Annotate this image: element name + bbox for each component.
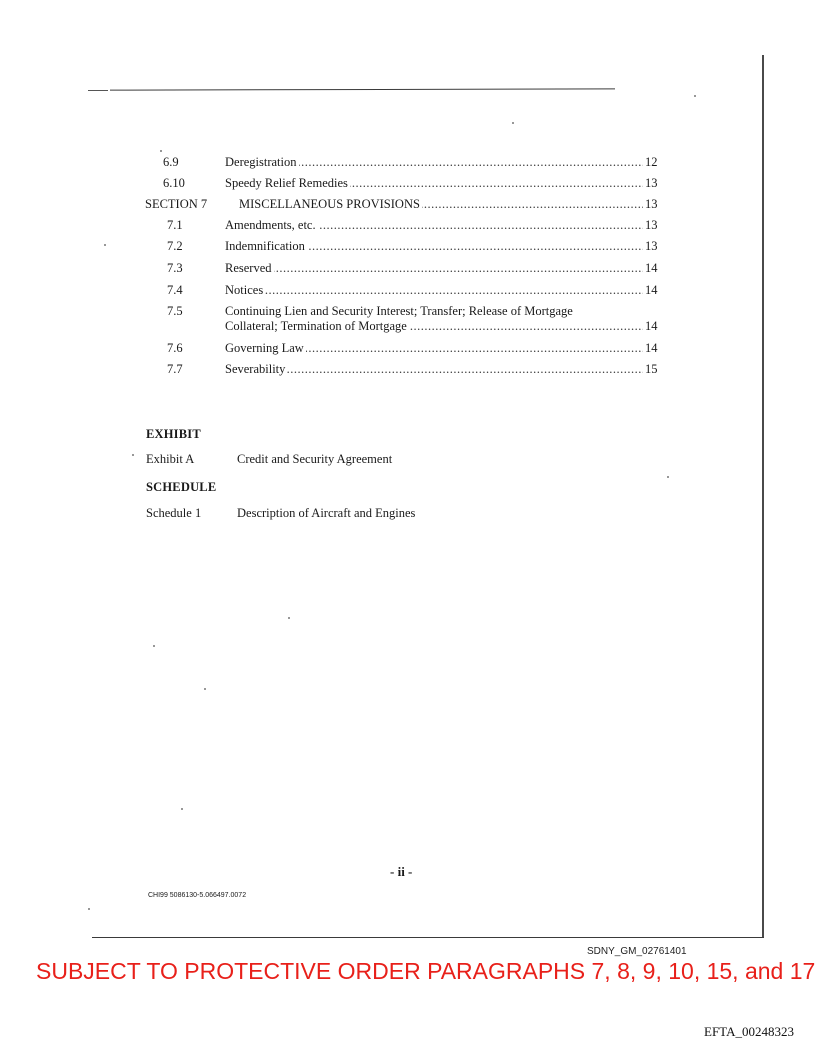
toc-entry-page: 13 (645, 176, 658, 190)
toc-entry-number: 7.1 (167, 218, 183, 232)
toc-entry-number: 7.4 (167, 283, 183, 297)
toc-entry-page: 13 (645, 218, 658, 232)
toc-entry-page: 13 (645, 197, 658, 211)
scan-speck (132, 454, 134, 456)
toc-entry-page: 13 (645, 239, 658, 253)
protective-order-notice: SUBJECT TO PROTECTIVE ORDER PARAGRAPHS 7, 8, 9, 10, 15, and 17 (36, 958, 816, 984)
toc-entry-title: Deregistration ..... (225, 155, 643, 169)
toc-entry-title-line1: Continuing Lien and Security Interest; Transfer; Release of Mortgage (225, 304, 573, 318)
exhibit-title: Credit and Security Agreement (237, 452, 393, 466)
toc-entry-page: 14 (645, 283, 658, 297)
toc-entry-number: 6.9 (163, 155, 179, 169)
scan-speck (512, 122, 514, 124)
exhibit-heading: EXHIBIT (146, 427, 201, 441)
toc-section-heading (145, 197, 663, 211)
scan-edge-line (110, 88, 615, 90)
toc-entry (167, 239, 663, 253)
toc-entry (167, 362, 663, 376)
toc-entry-page: 14 (645, 261, 658, 275)
schedule-label: Schedule 1 (146, 506, 202, 520)
toc-entry-page: 12 (645, 155, 658, 169)
toc-entry (167, 304, 663, 318)
efta-number: EFTA_00248323 (704, 1024, 794, 1039)
scan-speck (88, 908, 90, 910)
schedule-title: Description of Aircraft and Engines (237, 506, 416, 520)
scan-speck (288, 617, 290, 619)
toc-entry-page: 14 (645, 319, 658, 333)
scan-speck (104, 244, 106, 246)
exhibit-label: Exhibit A (146, 452, 195, 466)
toc-entry-title: Governing Law ..... (225, 341, 643, 355)
toc-entry-continuation (225, 319, 663, 333)
scan-edge-line (88, 90, 108, 91)
schedule-heading: SCHEDULE (146, 480, 217, 494)
toc-entry-page: 15 (645, 362, 658, 376)
section-label: SECTION 7 (145, 197, 208, 211)
scan-speck (153, 645, 155, 647)
scan-speck (694, 95, 696, 97)
toc-entry (163, 155, 663, 169)
scan-speck (160, 150, 162, 152)
toc-entry-page: 14 (645, 341, 658, 355)
page-number: - ii - (390, 864, 413, 879)
toc-entry-number: 6.10 (163, 176, 185, 190)
toc-entry-title: Notices ..... (225, 283, 643, 297)
toc-entry-number: 7.5 (167, 304, 183, 318)
toc-entry (167, 261, 663, 275)
scan-speck (204, 688, 206, 690)
bates-number: SDNY_GM_02761401 (587, 946, 687, 957)
toc-entry-title: Reserved ..... (225, 261, 643, 275)
toc-entry-number: 7.3 (167, 261, 183, 275)
scan-page-edge (762, 55, 764, 938)
toc-entry-number: 7.7 (167, 362, 183, 376)
scan-speck (667, 476, 669, 478)
scan-speck (181, 808, 183, 810)
scan-edge-line (92, 937, 764, 938)
toc-entry-title: Amendments, etc. ..... (225, 218, 643, 232)
toc-entry-title: Indemnification ..... (225, 239, 643, 253)
toc-entry (167, 341, 663, 355)
toc-entry (167, 283, 663, 297)
toc-entry (167, 218, 663, 232)
toc-entry-title: Severability ..... (225, 362, 643, 376)
toc-entry-title: Speedy Relief Remedies ..... (225, 176, 643, 190)
document-id: CHI99 5086130-5.066497.0072 (148, 892, 247, 899)
toc-entry-number: 7.2 (167, 239, 183, 253)
toc-entry (163, 176, 663, 190)
toc-entry-title-line2: Collateral; Termination of Mortgage ..... (225, 319, 643, 333)
toc-entry-number: 7.6 (167, 341, 183, 355)
section-title: MISCELLANEOUS PROVISIONS ..... (239, 197, 643, 211)
